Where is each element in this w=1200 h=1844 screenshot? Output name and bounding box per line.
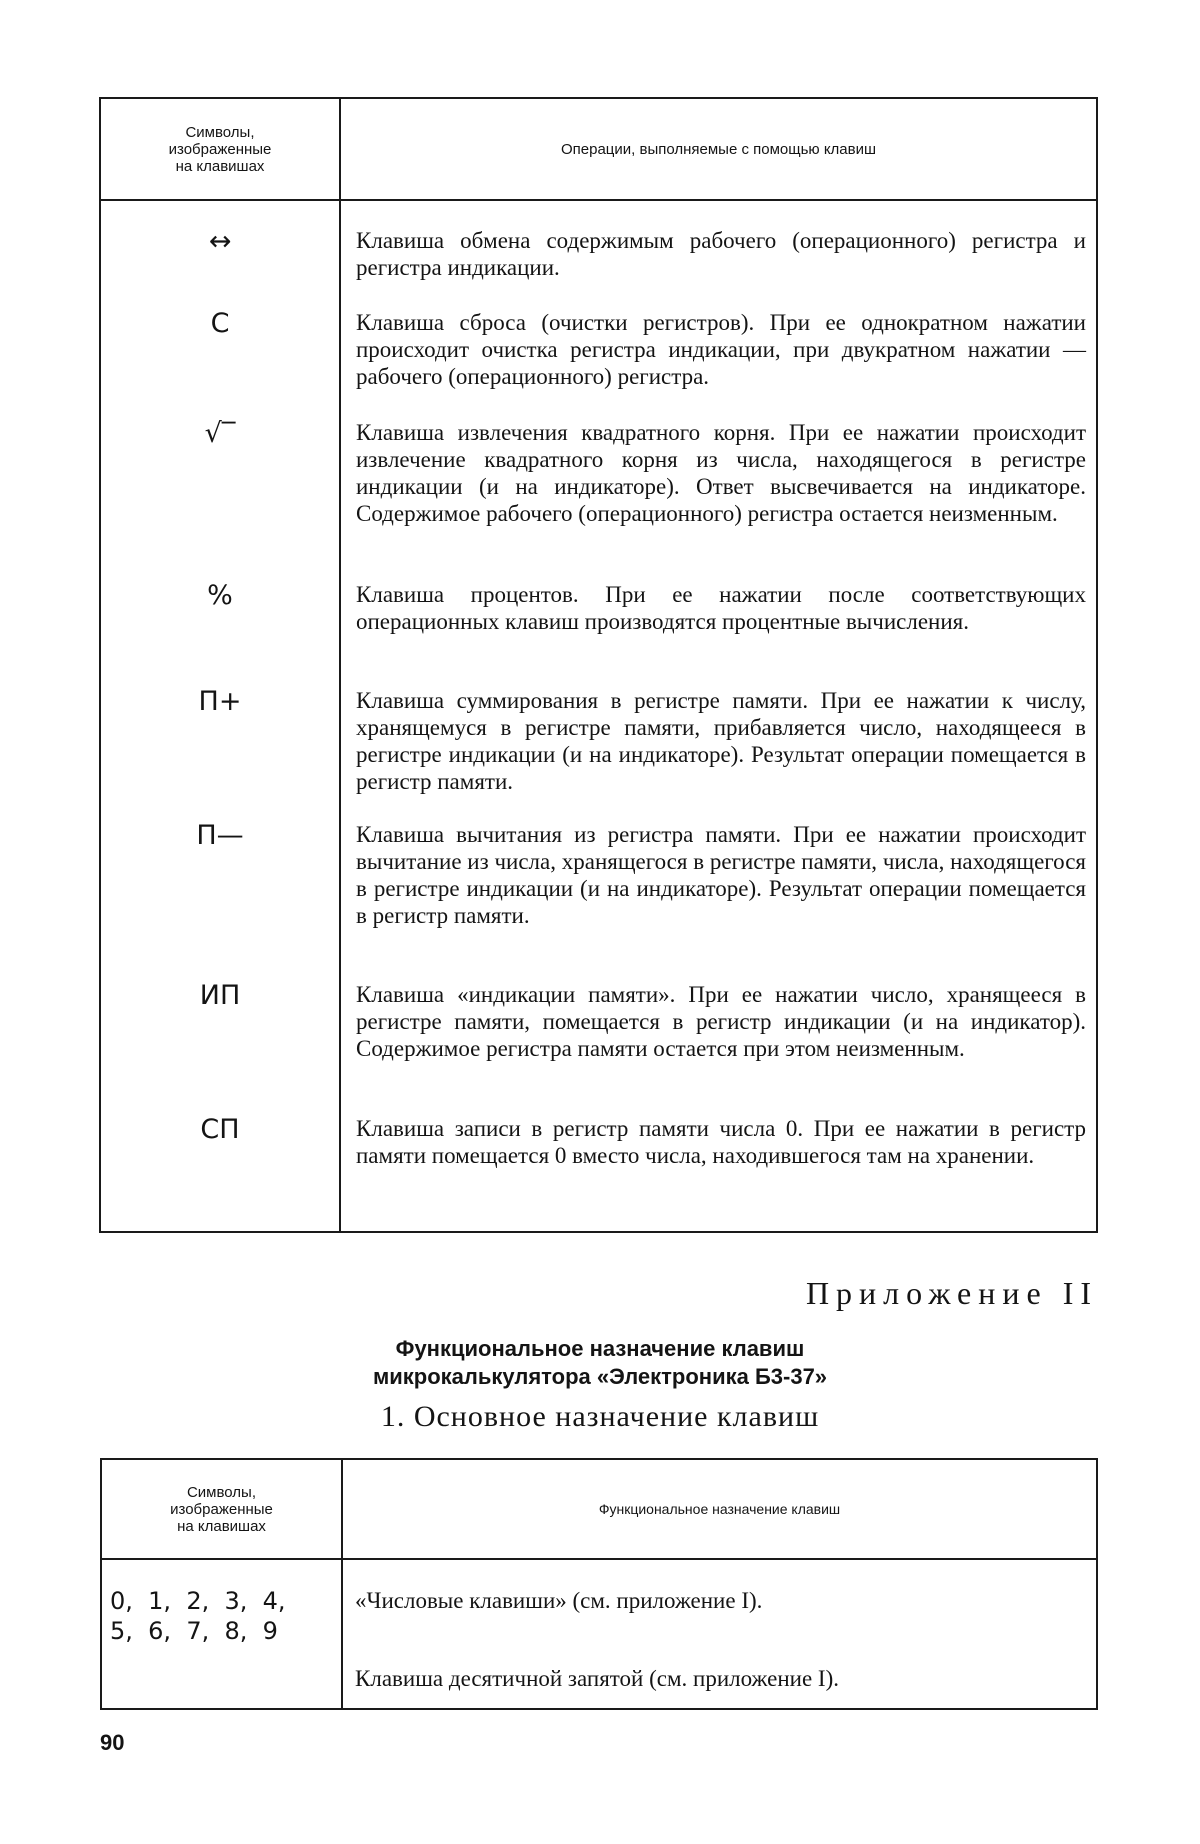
key-symbol: П+ [198,686,242,717]
key-symbol: П— [196,820,244,851]
function-title: Функциональное назначение клавиш микрокалькулятора «Электроника Б3-37» [372,1336,828,1389]
key-description: Клавиша сброса (очистки регистров). При ее однократном нажатии происходит очистка регистра индикации, при двукратном нажатии — рабочего (операционного) регистра. [356,310,1086,389]
page-number: 90 [100,1730,125,1755]
header-divider [101,199,1096,201]
table2-content [100,1458,1098,1710]
header-symbols: Символы, изображенные на клавишах [170,1483,273,1535]
keys-operations-table [99,97,1098,1233]
header-symbols: Символы, изображенные на клавишах [168,123,272,175]
decimal-key-description: Клавиша десятичной запятой (см. приложение I). [355,1666,839,1691]
appendix-label: Приложение II [805,1275,1098,1311]
key-symbol: ↔ [208,226,232,257]
key-symbol: СП [200,1114,240,1145]
column-divider [339,99,341,1231]
key-description: Клавиша вычитания из регистра памяти. При ее нажатии происходит вычитание из числа, хранящегося в регистре памяти, числа, находящегося в регистре индикации (и на индикаторе). Результат операции помещается в регистр памяти. [356,822,1086,928]
key-description: Клавиша записи в регистр памяти числа 0. При ее нажатии в регистр памяти помещается 0 вместо числа, находившегося там на хранении. [356,1116,1086,1168]
key-symbol: % [207,580,233,611]
key-description: Клавиша «индикации памяти». При ее нажатии число, хранящееся в регистре памяти, помещается в регистр индикации (и на индикатор). Содержимое регистра памяти остается при этом неизменным. [356,982,1086,1061]
key-symbol: C [210,308,230,339]
digit-keys: 0, 1, 2, 3, 4, 5, 6, 7, 8, 9 [110,1587,286,1645]
header-function: Функциональное назначение клавиш [598,1501,841,1517]
key-description: Клавиша процентов. При ее нажатии после соответствующих операционных клавиш производятся процентные вычисления. [356,582,1086,634]
key-description: Клавиша извлечения квадратного корня. При ее нажатии происходит извлечение квадратного корня из числа, находящегося в регистре индикации (и на индикаторе). Ответ высвечивается на индикаторе. Содержимое рабочего (операционного) регистра остается неизменным. [356,420,1086,526]
digit-keys-description: «Числовые клавиши» (см. приложение I). [355,1588,763,1613]
key-symbol: ИП [199,980,241,1011]
section-title: 1. Основное назначение клавиш [380,1400,820,1433]
header-operations: Операции, выполняемые с помощью клавиш [560,140,877,158]
key-symbol: √‾ [204,418,236,449]
key-description: Клавиша обмена содержимым рабочего (операционного) регистра и регистра индикации. [356,228,1086,280]
key-description: Клавиша суммирования в регистре памяти. При ее нажатии к числу, хранящемуся в регистре памяти, прибавляется число, находящееся в регистре индикации (и на индикаторе). Результат операции помещается в регистр памяти. [356,688,1086,794]
